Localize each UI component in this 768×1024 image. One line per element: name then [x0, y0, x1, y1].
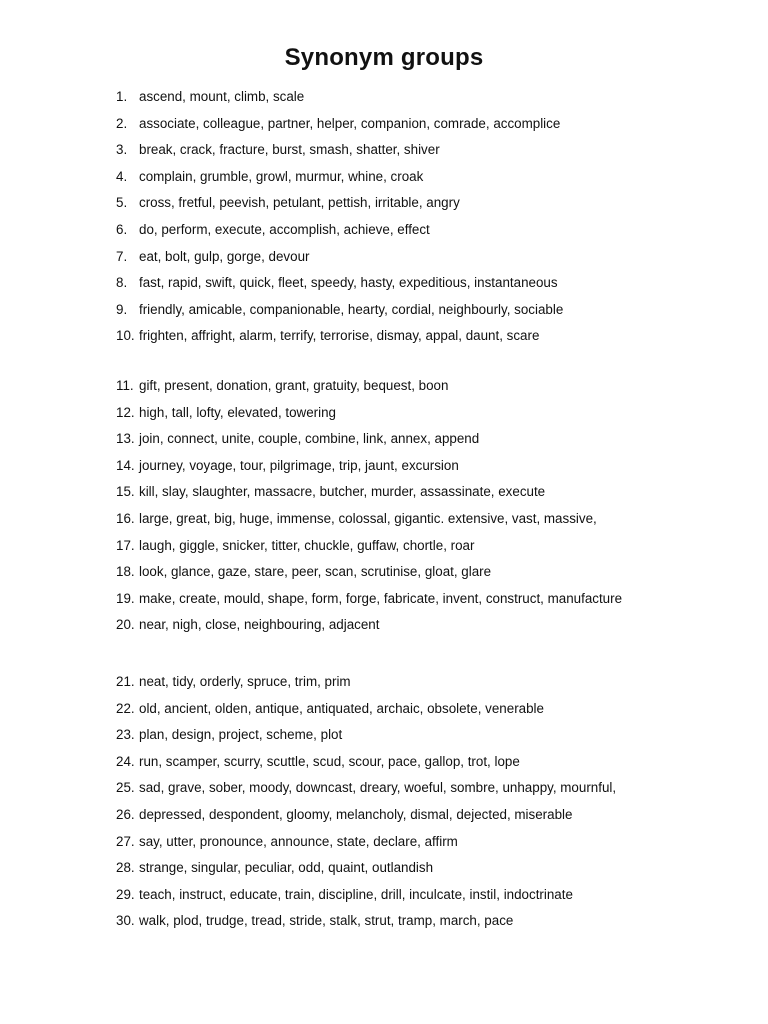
- item-number: 3.: [116, 142, 128, 158]
- item-text: ascend, mount, climb, scale: [139, 89, 305, 104]
- item-number: 19.: [116, 590, 135, 606]
- item-number: 22.: [116, 700, 135, 716]
- item-number: 23.: [116, 727, 135, 743]
- item-number: 14.: [116, 457, 135, 473]
- list-item: [116, 910, 736, 937]
- list-item: [116, 192, 736, 219]
- item-text: break, crack, fracture, burst, smash, shatter, shiver: [139, 142, 440, 158]
- list-item: [116, 751, 736, 778]
- list-item: [116, 299, 736, 326]
- item-text: run, scamper, scurry, scuttle, scud, scour, pace, gallop, trot, lope: [139, 753, 520, 769]
- item-text: teach, instruct, educate, train, discipline, drill, inculcate, instil, indoctrinate: [139, 886, 573, 902]
- item-number: 25.: [116, 780, 135, 796]
- item-number: 8.: [116, 275, 128, 291]
- list-item: [116, 884, 736, 911]
- item-number: 10.: [116, 328, 135, 344]
- list-item: [116, 671, 736, 698]
- item-text: fast, rapid, swift, quick, fleet, speedy, hasty, expeditious, instantaneous: [139, 275, 558, 291]
- item-text: do, perform, execute, accomplish, achieve, effect: [139, 221, 430, 237]
- item-number: 28.: [116, 860, 135, 876]
- list-item: [116, 614, 736, 641]
- item-text: friendly, amicable, companionable, hearty, cordial, neighbourly, sociable: [139, 301, 564, 317]
- item-text: associate, colleague, partner, helper, companion, comrade, accomplice: [139, 115, 561, 131]
- item-text: make, create, mould, shape, form, forge, fabricate, invent, construct, manufacture: [139, 590, 623, 606]
- item-text: neat, tidy, orderly, spruce, trim, prim: [139, 674, 351, 689]
- item-text: plan, design, project, scheme, plot: [139, 727, 343, 743]
- list-item: [116, 535, 736, 562]
- list-item: [116, 428, 736, 455]
- item-text: walk, plod, trudge, tread, stride, stalk, strut, tramp, march, pace: [139, 913, 514, 929]
- synonym-group-3: [116, 671, 736, 937]
- list-item: [116, 272, 736, 299]
- item-text: large, great, big, huge, immense, colossal, gigantic. extensive, vast, massive,: [139, 510, 597, 526]
- item-number: 21.: [116, 674, 135, 689]
- list-item: [116, 455, 736, 482]
- item-text: frighten, affright, alarm, terrify, terrorise, dismay, appal, daunt, scare: [139, 328, 540, 344]
- item-number: 5.: [116, 195, 128, 211]
- synonym-group-1: [116, 86, 736, 352]
- list-item: [116, 724, 736, 751]
- list-item: [116, 508, 736, 535]
- item-number: 27.: [116, 833, 135, 849]
- item-number: 9.: [116, 301, 128, 317]
- item-text: say, utter, pronounce, announce, state, declare, affirm: [139, 833, 458, 849]
- item-text: near, nigh, close, neighbouring, adjacent: [139, 617, 380, 633]
- list-item: [116, 113, 736, 140]
- list-item: [116, 139, 736, 166]
- item-number: 26.: [116, 806, 135, 822]
- item-text: high, tall, lofty, elevated, towering: [139, 404, 337, 420]
- item-number: 4.: [116, 168, 128, 184]
- item-number: 6.: [116, 221, 128, 237]
- item-text: depressed, despondent, gloomy, melancholy, dismal, dejected, miserable: [139, 806, 573, 822]
- item-text: join, connect, unite, couple, combine, link, annex, append: [139, 431, 480, 447]
- list-item: [116, 246, 736, 273]
- list-item: [116, 561, 736, 588]
- item-text: old, ancient, olden, antique, antiquated, archaic, obsolete, venerable: [139, 700, 544, 716]
- item-number: 1.: [116, 89, 128, 104]
- list-item: [116, 831, 736, 858]
- page-title: Synonym groups: [284, 44, 484, 71]
- item-text: cross, fretful, peevish, petulant, pettish, irritable, angry: [139, 195, 460, 211]
- list-item: [116, 698, 736, 725]
- list-item: [116, 402, 736, 429]
- item-text: complain, grumble, growl, murmur, whine, croak: [139, 168, 424, 184]
- item-number: 29.: [116, 886, 135, 902]
- item-number: 7.: [116, 248, 128, 264]
- item-number: 17.: [116, 537, 135, 553]
- item-text: sad, grave, sober, moody, downcast, dreary, woeful, sombre, unhappy, mournful,: [139, 780, 617, 796]
- item-text: journey, voyage, tour, pilgrimage, trip, jaunt, excursion: [139, 457, 459, 473]
- item-number: 15.: [116, 484, 135, 500]
- item-text: gift, present, donation, grant, gratuity, bequest, boon: [139, 378, 449, 393]
- list-item: [116, 777, 736, 804]
- item-number: 2.: [116, 115, 128, 131]
- list-item: [116, 86, 736, 113]
- list-item: [116, 804, 736, 831]
- item-number: 13.: [116, 431, 135, 447]
- item-number: 12.: [116, 404, 135, 420]
- item-text: eat, bolt, gulp, gorge, devour: [139, 248, 310, 264]
- item-number: 24.: [116, 753, 135, 769]
- list-item: [116, 857, 736, 884]
- item-number: 30.: [116, 913, 135, 929]
- item-number: 16.: [116, 510, 135, 526]
- item-text: laugh, giggle, snicker, titter, chuckle, guffaw, chortle, roar: [139, 537, 475, 553]
- item-text: look, glance, gaze, stare, peer, scan, scrutinise, gloat, glare: [139, 564, 492, 580]
- list-item: [116, 166, 736, 193]
- list-item: [116, 481, 736, 508]
- item-number: 20.: [116, 617, 135, 633]
- item-text: kill, slay, slaughter, massacre, butcher, murder, assassinate, execute: [139, 484, 546, 500]
- list-item: [116, 375, 736, 402]
- list-item: [116, 219, 736, 246]
- list-item: [116, 325, 736, 352]
- item-number: 18.: [116, 564, 135, 580]
- item-text: strange, singular, peculiar, odd, quaint, outlandish: [139, 860, 434, 876]
- item-number: 11.: [116, 378, 134, 393]
- synonym-group-2: [116, 375, 736, 641]
- list-item: [116, 588, 736, 615]
